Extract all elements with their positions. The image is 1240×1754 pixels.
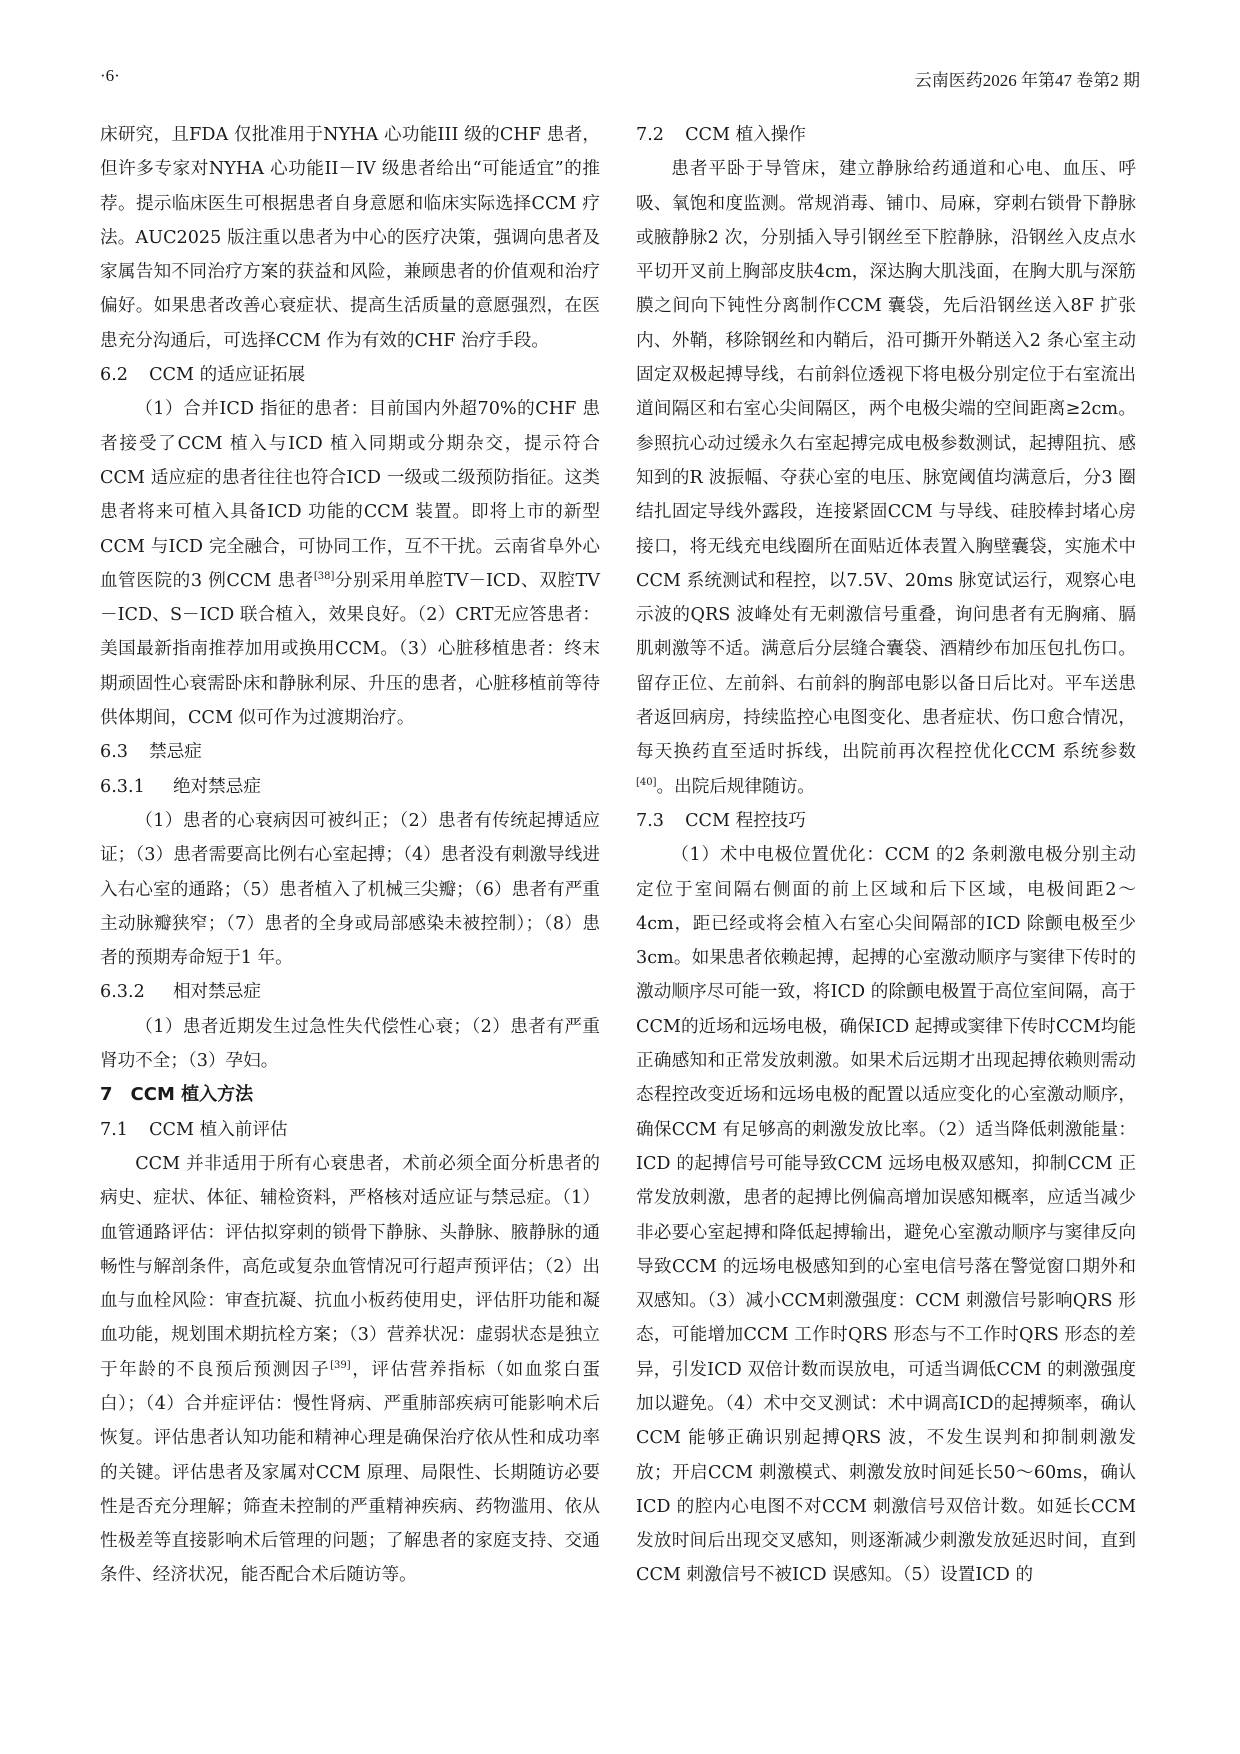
section-title: CCM 植入操作 [685, 125, 806, 145]
paragraph: （1）术中电极位置优化：CCM 的2 条刺激电极分别主动定位于室间隔右侧面的前上区域和后下区域，电极间距2～4cm，距已经或将会植入右室心尖间隔部的ICD 除颤电极至少3cm。如果患者依赖起搏，起搏的心室激动顺序与窦律下传时的激动顺序尽可能一致，将ICD 的除颤电极置于高位室间隔，高于CCM的近场和远场电极，确保ICD 起搏或窦律下传时CCM均能正确感知和正常发放刺激。如果术后远期才出现起搏依赖则需动态程控改变近场和远场电极的配置以适应变化的心室激动顺序，确保CCM 有足够高的刺激发放比率。（2）适当降低刺激能量：ICD 的起搏信号可能导致CCM 远场电极双感知，抑制CCM 正常发放刺激，患者的起搏比例偏高增加误感知概率，应适当减少非必要心室起搏和降低起搏输出，避免心室激动顺序与窦律反向导致CCM 的远场电极感知到的心室电信号落在警觉窗口期外和双感知。（3）减小CCM刺激强度：CCM 刺激信号影响QRS 形态，可能增加CCM 工作时QRS 形态与不工作时QRS 形态的差异，引发ICD 双倍计数而误放电，可适当调低CCM 的刺激强度加以避免。（4）术中交叉测试：术中调高ICD的起搏频率，确认CCM 能够正确识别起搏QRS 波，不发生误判和抑制刺激发放；开启CCM 刺激模式、刺激发放时间延长50～60ms，确认ICD 的腔内心电图不对CCM 刺激信号双倍计数。如延长CCM 发放时间后出现交叉感知，则逐渐减少刺激发放延迟时间，直到CCM 刺激信号不被ICD 误感知。（5）设置ICD 的 [636, 845, 1136, 1586]
paragraph [636, 152, 1136, 804]
paragraph: （1）患者的心衰病因可被纠正；（2）患者有传统起搏适应证；（3）患者需要高比例右心室起搏；（4）患者没有刺激导线进入右心室的通路；（5）患者植入了机械三尖瓣；（6）患者有严重主动脉瓣狭窄；（7）患者的全身或局部感染未被控制）；（8）患者的预期寿命短于1 年。 [100, 810, 600, 969]
paragraph-text: 。出院后规律随访。 [656, 776, 815, 797]
section-number: 6.2 [100, 365, 128, 386]
section-heading-6-3 [100, 735, 600, 769]
right-column [636, 118, 1136, 1593]
citation-ref: [39] [330, 1359, 351, 1371]
paragraph: （1）患者近期发生过急性失代偿性心衰；（2）患者有严重肾功不全；（3）孕妇。 [100, 1016, 600, 1072]
section-title: 相对禁忌症 [172, 982, 261, 1003]
section-heading-7-3 [636, 804, 1136, 838]
section-number: 7.3 [636, 810, 664, 831]
citation-ref: [40] [636, 776, 657, 788]
section-number: 7.1 [100, 1119, 128, 1140]
left-column [100, 118, 600, 1593]
citation-ref: [38] [313, 571, 335, 582]
paragraph-text: CCM 并非适用于所有心衰患者，术前必须全面分析患者的病史、症状、体征、辅检资料，严格核对适应证与禁忌症。（1）血管通路评估：评估拟穿刺的锁骨下静脉、头静脉、腋静脉的通畅性与解剖条件，高危或复杂血管情况可行超声预评估；（2）出血与血栓风险：审查抗凝、抗血小板药使用史，评估肝功能和凝血功能，规划围术期抗栓方案；（3）营养状况：虚弱状态是独立于年龄的不良预后预测因子 [100, 1153, 600, 1380]
section-number: 6.3.1 [100, 776, 145, 797]
paragraph [100, 1147, 600, 1593]
section-title: 禁忌症 [149, 742, 202, 763]
paragraph [100, 392, 600, 735]
section-number: 6.3 [100, 742, 128, 763]
paragraph: 床研究，且FDA 仅批准用于NYHA 心功能III 级的CHF 患者，但许多专家对NYHA 心功能II－IV 级患者给出“可能适宜”的推荐。提示临床医生可根据患者自身意愿和临床实际选择CCM 疗法。AUC2025 版注重以患者为中心的医疗决策，强调向患者及家属告知不同治疗方案的获益和风险，兼顾患者的价值观和治疗偏好。如果患者改善心衰症状、提高生活质量的意愿强烈，在医患充分沟通后，可选择CCM 作为有效的CHF 治疗手段。 [100, 125, 600, 351]
section-title: CCM 程控技巧 [685, 810, 806, 831]
journal-citation: 云南医药2026 年第47 卷第2 期 [914, 71, 1140, 90]
paragraph-text: ，评估营养指标（如血浆白蛋白）；（4）合并症评估：慢性肾病、严重肺部疾病可能影响术后恢复。评估患者认知功能和精神心理是确保治疗依从性和成功率的关键。评估患者及家属对CCM 原理、局限性、长期随访必要性是否充分理解；筛查未控制的严重精神疾病、药物滥用、依从性极差等直接影响术后管理的问题；了解患者的家庭支持、交通条件、经济状况，能否配合术后随访等。 [100, 1359, 600, 1586]
section-heading-6-2 [100, 358, 600, 392]
page-header [100, 66, 1140, 96]
section-heading-7: 7 CCM 植入方法 [100, 1084, 254, 1106]
section-number: 6.3.2 [100, 982, 145, 1003]
paragraph-text: 患者平卧于导管床，建立静脉给药通道和心电、血压、呼吸、氧饱和度监测。常规消毒、铺巾、局麻，穿刺右锁骨下静脉或腋静脉2 次，分别插入导引钢丝至下腔静脉，沿钢丝入皮点水平切开叉前上胸部皮肤4cm，深达胸大肌浅面，在胸大肌与深筋膜之间向下钝性分离制作CCM 囊袋，先后沿钢丝送入8F 扩张内、外鞘，移除钢丝和内鞘后，沿可撕开外鞘送入2 条心室主动固定双极起搏导线，右前斜位透视下将电极分别定位于右室流出道间隔区和右室心尖间隔区，两个电极尖端的空间距离≥2cm。参照抗心动过缓永久右室起搏完成电极参数测试，起搏阻抗、感知到的R 波振幅、夺获心室的电压、脉宽阈值均满意后，分3 圈结扎固定导线外露段，连接紧固CCM 与导线、硅胶棒封堵心房接口，将无线充电线圈所在面贴近体表置入胸壁囊袋，实施术中CCM 系统测试和程控，以7.5V、20ms 脉宽试运行，观察心电示波的QRS 波峰处有无刺激信号重叠，询问患者有无胸痛、膈肌刺激等不适。满意后分层缝合囊袋、酒精纱布加压包扎伤口。留存正位、左前斜、右前斜的胸部电影以备日后比对。平车送患者返回病房，持续监控心电图变化、患者症状、伤口愈合情况，每天换药直至适时拆线，出院前再次程控优化CCM 系统参数 [636, 159, 1136, 763]
section-title: CCM 的适应证拓展 [149, 365, 306, 386]
section-heading-6-3-2 [100, 975, 600, 1009]
paragraph-text: （1）合并ICD 指征的患者：目前国内外超70%的CHF 患者接受了CCM 植入与ICD 植入同期或分期杂交，提示符合CCM 适应症的患者往往也符合ICD 一级或二级预防指征。这类患者将来可植入具备ICD 功能的CCM 装置。即将上市的新型CCM 与ICD 完全融合，可协同工作，互不干扰。云南省阜外心血管医院的3 例CCM 患者 [100, 399, 600, 591]
section-heading-7-2 [636, 118, 1136, 152]
section-title: CCM 植入前评估 [149, 1119, 288, 1140]
section-title: 绝对禁忌症 [172, 776, 261, 797]
section-heading-6-3-1 [100, 770, 600, 804]
page-number: ·6· [100, 66, 120, 85]
paragraph-text: 分别采用单腔TV－ICD、双腔TV－ICD、S－ICD 联合植入，效果良好。（2）CRT无应答患者：美国最新指南推荐加用或换用CCM。（3）心脏移植患者：终末期顽固性心衰需卧床和静脉利尿、升压的患者，心脏移植前等待供体期间，CCM 似可作为过渡期治疗。 [100, 570, 600, 729]
section-heading-7-1 [100, 1113, 600, 1147]
section-number: 7.2 [636, 125, 664, 145]
